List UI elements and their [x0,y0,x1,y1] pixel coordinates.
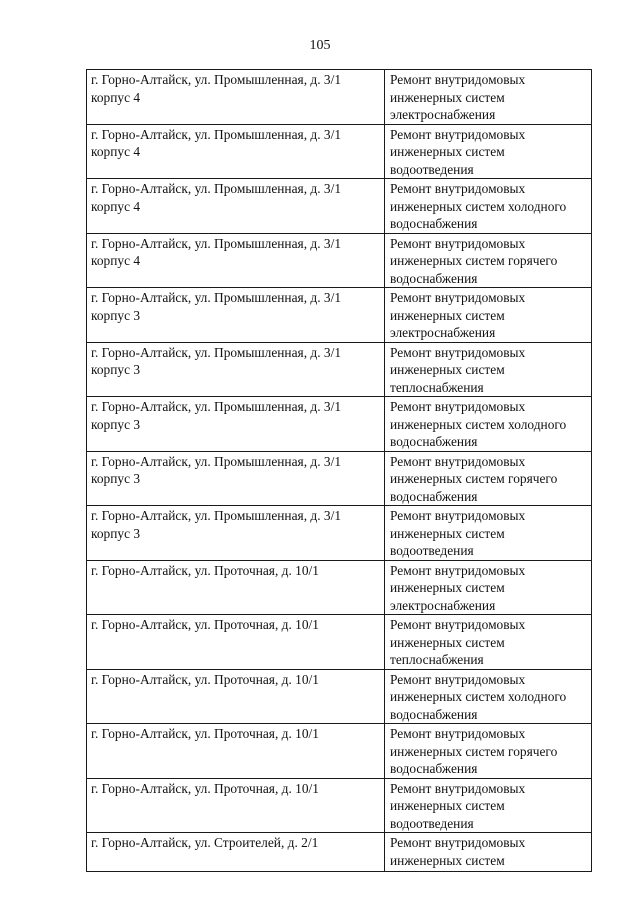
address-cell: г. Горно-Алтайск, ул. Промышленная, д. 3/1 корпус 4 [87,124,385,179]
address-cell: г. Горно-Алтайск, ул. Промышленная, д. 3/1 корпус 3 [87,342,385,397]
work-type-cell: Ремонт внутридомовых инженерных систем холодного водоснабжения [385,179,592,234]
work-type-cell: Ремонт внутридомовых инженерных систем теплоснабжения [385,342,592,397]
table-row [87,669,592,724]
table-row [87,397,592,452]
table-row [87,342,592,397]
table-row [87,451,592,506]
address-cell: г. Горно-Алтайск, ул. Промышленная, д. 3/1 корпус 3 [87,451,385,506]
table-row [87,233,592,288]
table-row [87,724,592,779]
work-type-cell: Ремонт внутридомовых инженерных систем водоотведения [385,124,592,179]
work-type-cell: Ремонт внутридомовых инженерных систем электроснабжения [385,70,592,125]
address-cell: г. Горно-Алтайск, ул. Промышленная, д. 3/1 корпус 3 [87,288,385,343]
address-cell: г. Горно-Алтайск, ул. Проточная, д. 10/1 [87,560,385,615]
table-row [87,778,592,833]
table-row [87,506,592,561]
table-row [87,833,592,872]
work-type-cell: Ремонт внутридомовых инженерных систем горячего водоснабжения [385,451,592,506]
address-cell: г. Горно-Алтайск, ул. Проточная, д. 10/1 [87,778,385,833]
work-type-cell: Ремонт внутридомовых инженерных систем горячего водоснабжения [385,233,592,288]
work-type-cell: Ремонт внутридомовых инженерных систем электроснабжения [385,560,592,615]
work-type-cell: Ремонт внутридомовых инженерных систем теплоснабжения [385,615,592,670]
address-cell: г. Горно-Алтайск, ул. Промышленная, д. 3/1 корпус 4 [87,70,385,125]
address-cell: г. Горно-Алтайск, ул. Промышленная, д. 3/1 корпус 4 [87,179,385,234]
address-cell: г. Горно-Алтайск, ул. Промышленная, д. 3/1 корпус 3 [87,506,385,561]
address-cell: г. Горно-Алтайск, ул. Проточная, д. 10/1 [87,724,385,779]
page-number: 105 [309,38,331,53]
work-type-cell: Ремонт внутридомовых инженерных систем электроснабжения [385,288,592,343]
address-cell: г. Горно-Алтайск, ул. Промышленная, д. 3/1 корпус 3 [87,397,385,452]
address-cell: г. Горно-Алтайск, ул. Промышленная, д. 3/1 корпус 4 [87,233,385,288]
address-cell: г. Горно-Алтайск, ул. Проточная, д. 10/1 [87,615,385,670]
table-row [87,560,592,615]
repair-registry-table [86,69,592,872]
table-row [87,70,592,125]
table-row [87,179,592,234]
work-type-cell: Ремонт внутридомовых инженерных систем водоотведения [385,506,592,561]
address-cell: г. Горно-Алтайск, ул. Строителей, д. 2/1 [87,833,385,872]
work-type-cell: Ремонт внутридомовых инженерных систем холодного водоснабжения [385,669,592,724]
table-row [87,124,592,179]
work-type-cell: Ремонт внутридомовых инженерных систем водоотведения [385,778,592,833]
work-type-cell: Ремонт внутридомовых инженерных систем холодного водоснабжения [385,397,592,452]
address-cell: г. Горно-Алтайск, ул. Проточная, д. 10/1 [87,669,385,724]
table-row [87,615,592,670]
work-type-cell: Ремонт внутридомовых инженерных систем [385,833,592,872]
table-row [87,288,592,343]
work-type-cell: Ремонт внутридомовых инженерных систем горячего водоснабжения [385,724,592,779]
